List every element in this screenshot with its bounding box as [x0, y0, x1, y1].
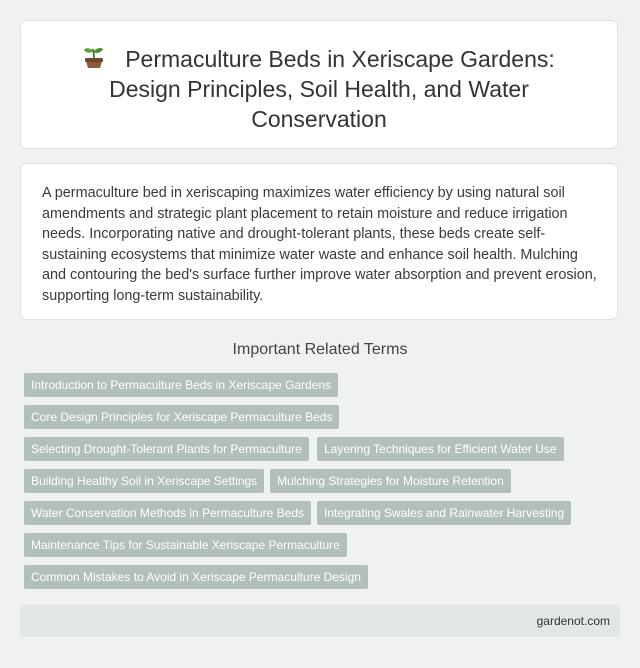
related-term-tag[interactable]: Building Healthy Soil in Xeriscape Settings	[24, 469, 264, 493]
related-term-tag[interactable]: Selecting Drought-Tolerant Plants for Permaculture	[24, 437, 309, 461]
related-term-tag[interactable]: Layering Techniques for Efficient Water Use	[317, 437, 564, 461]
page-title	[21, 21, 617, 134]
related-term-tag[interactable]: Mulching Strategies for Moisture Retention	[270, 469, 511, 493]
related-term-tag[interactable]: Common Mistakes to Avoid in Xeriscape Permaculture Design	[24, 565, 368, 589]
related-term-tag[interactable]: Introduction to Permaculture Beds in Xeriscape Gardens	[24, 373, 338, 397]
footer	[20, 605, 620, 637]
sprout-icon	[83, 45, 105, 69]
summary-text: A permaculture bed in xeriscaping maximizes water efficiency by using natural soil amendments and strategic plant placement to retain moisture and reduce irrigation needs. Incorporating native and drought-tolerant plants, these beds create self-sustaining ecosystems that minimize water waste and enhance soil health. Mulching and contouring the bed's surface further improve water absorption and prevent erosion, supporting long-term sustainability.	[42, 185, 597, 304]
related-term-tag[interactable]: Integrating Swales and Rainwater Harvesting	[317, 501, 571, 525]
related-term-tag[interactable]: Maintenance Tips for Sustainable Xeriscape Permaculture	[24, 533, 347, 557]
page-title-text: Permaculture Beds in Xeriscape Gardens: Design Principles, Soil Health, and Water Conservation	[109, 46, 555, 132]
related-term-tag[interactable]: Core Design Principles for Xeriscape Permaculture Beds	[24, 405, 339, 429]
site-name[interactable]: gardenot.com	[536, 614, 610, 628]
title-card	[20, 20, 618, 149]
summary-card	[20, 163, 618, 320]
related-term-tag[interactable]: Water Conservation Methods in Permaculture Beds	[24, 501, 311, 525]
related-terms-heading: Important Related Terms	[232, 341, 408, 358]
